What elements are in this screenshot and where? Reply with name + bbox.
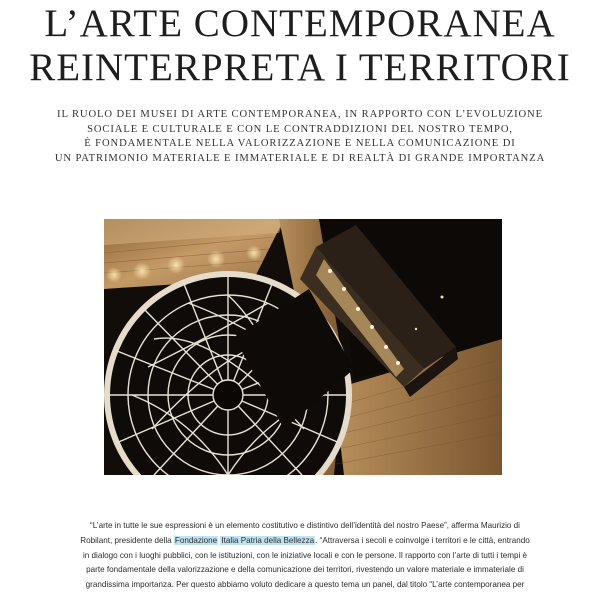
subtitle-line-2: SOCIALE E CULTURALE E CON LE CONTRADDIZIONI DEL NOSTRO TEMPO, (87, 123, 513, 135)
body-line-5: grandissima importanza. Per questo abbiamo voluto dedicare a questo tema un panel, dal titolo “L’arte contemporanea per (85, 580, 525, 590)
museum-interior-photo (104, 219, 502, 475)
subtitle-line-3: È FONDAMENTALE NELLA VALORIZZAZIONE E NELLA COMUNICAZIONE DI (84, 138, 516, 149)
title-line-1: L’ARTE CONTEMPORANEA (44, 2, 556, 45)
body-line-4: parte fondamentale della valorizzazione e della comunicazione dei territori, rivestendo un valore materiale e immateriale di (86, 565, 524, 575)
highlighted-fondazione: Fondazione (174, 535, 218, 545)
subtitle-line-4: UN PATRIMONIO MATERIALE E IMMATERIALE E DI REALTÀ DI GRANDE IMPORTANZA (54, 152, 546, 164)
article-subtitle (0, 108, 600, 166)
highlighted-italia-patria-della-bellezza: Italia Patria della Bellezza (221, 535, 315, 545)
body-line-2-post: . “Attraversa i secoli e coinvolge i territori e le città, entrando (315, 535, 530, 545)
title-line-2: REINTERPRETA I TERRITORI (29, 46, 571, 89)
body-line-3: in dialogo con i luoghi pubblici, con le istituzioni, con le iniziative locali e con le persone. Il rapporto con l’arte di tutti i tempi è (82, 550, 528, 560)
subtitle-line-1: IL RUOLO DEI MUSEI DI ARTE CONTEMPORANEA, IN RAPPORTO CON L’EVOLUZIONE (57, 109, 543, 120)
article-title (0, 2, 600, 90)
article-body (45, 519, 565, 593)
body-line-1: “L’arte in tutte le sue espressioni è un elemento costitutivo e distintivo dell’identità del nostro Paese”, afferma Maurizio di (90, 521, 520, 530)
body-line-2-pre: Robilant, presidente della (80, 535, 174, 545)
body-line-2 (45, 534, 565, 549)
